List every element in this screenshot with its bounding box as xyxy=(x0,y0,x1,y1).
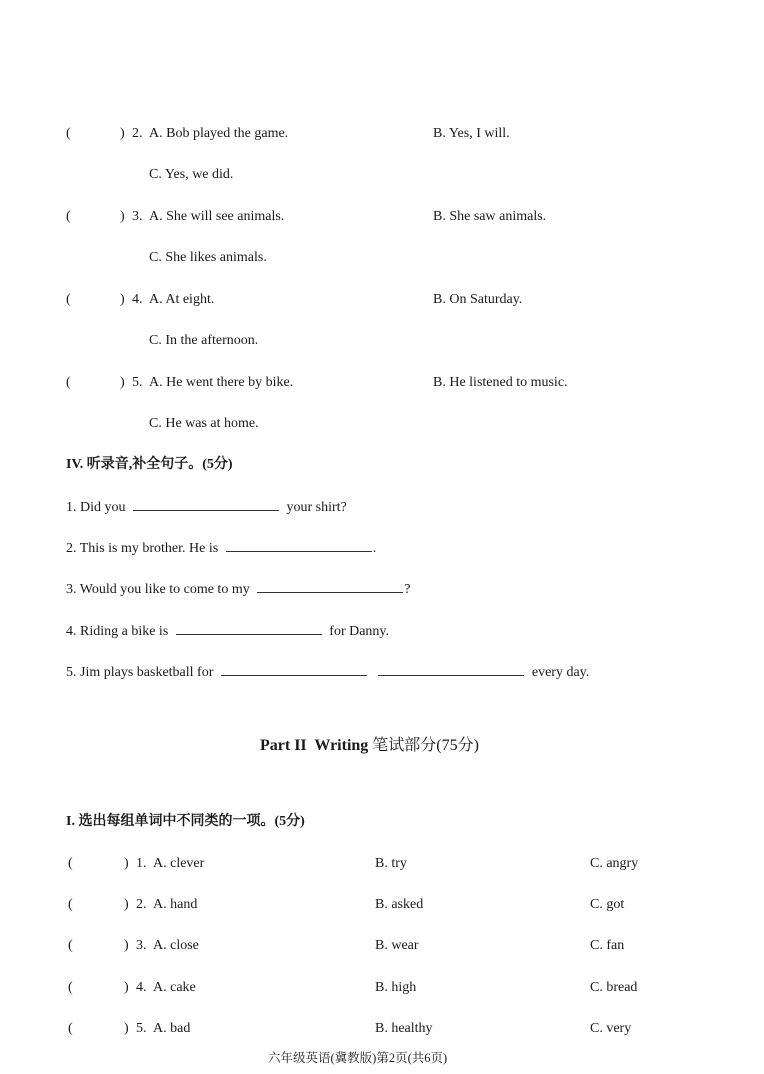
option-b: B. healthy xyxy=(375,1021,433,1036)
option-c: C. very xyxy=(590,1021,632,1036)
option-a: A. He went there by bike. xyxy=(149,375,294,390)
sentence-text: 3. Would you like to come to my xyxy=(66,582,250,597)
question-number: 5. xyxy=(132,375,143,390)
fill-sentence-3 xyxy=(66,580,410,599)
question-number: 4. xyxy=(136,980,147,995)
part-title xyxy=(260,737,479,755)
answer-paren-open: ( xyxy=(68,980,73,995)
option-b: B. Yes, I will. xyxy=(433,126,510,141)
sentence-text: for Danny. xyxy=(329,624,390,639)
answer-paren-open: ( xyxy=(68,1021,73,1036)
section-heading: I. 选出每组单词中不同类的一项。(5分) xyxy=(66,814,305,829)
answer-blank[interactable] xyxy=(226,539,372,552)
option-c: C. Yes, we did. xyxy=(149,167,234,182)
sentence-text: ? xyxy=(404,582,411,597)
question-number: 2. xyxy=(136,897,147,912)
question-number: 2. xyxy=(132,126,143,141)
option-b: B. asked xyxy=(375,897,424,912)
fill-sentence-4 xyxy=(66,622,389,641)
answer-paren-close: ) xyxy=(120,375,125,390)
answer-blank[interactable] xyxy=(257,580,403,593)
answer-paren-close: ) xyxy=(124,938,129,953)
option-a: A. Bob played the game. xyxy=(149,126,289,141)
sentence-text: . xyxy=(372,541,377,556)
sentence-text: 2. This is my brother. He is xyxy=(66,541,219,556)
question-number: 1. xyxy=(136,856,147,871)
sentence-text: every day. xyxy=(531,665,590,680)
answer-paren-close: ) xyxy=(124,980,129,995)
option-a: A. hand xyxy=(153,897,198,912)
answer-paren-open: ( xyxy=(66,209,71,224)
option-c: C. She likes animals. xyxy=(149,250,267,265)
option-b: B. On Saturday. xyxy=(433,292,523,307)
option-c: C. angry xyxy=(590,856,639,871)
option-c: C. bread xyxy=(590,980,638,995)
answer-blank[interactable] xyxy=(176,622,322,635)
question-number: 3. xyxy=(136,938,147,953)
option-b: B. wear xyxy=(375,938,419,953)
answer-paren-close: ) xyxy=(124,856,129,871)
answer-paren-close: ) xyxy=(120,209,125,224)
sentence-text: 1. Did you xyxy=(66,500,126,515)
answer-paren-close: ) xyxy=(124,1021,129,1036)
fill-sentence-5 xyxy=(66,663,589,682)
page-footer: 六年级英语(冀教版)第2页(共6页) xyxy=(268,1051,448,1065)
answer-paren-open: ( xyxy=(66,292,71,307)
option-a: A. bad xyxy=(153,1021,191,1036)
fill-sentence-2 xyxy=(66,539,376,558)
sentence-text: 4. Riding a bike is xyxy=(66,624,169,639)
option-b: B. He listened to music. xyxy=(433,375,568,390)
option-a: A. cake xyxy=(153,980,196,995)
answer-paren-close: ) xyxy=(120,292,125,307)
option-a: A. She will see animals. xyxy=(149,209,285,224)
sentence-text: 5. Jim plays basketball for xyxy=(66,665,214,680)
answer-paren-open: ( xyxy=(68,897,73,912)
answer-blank[interactable] xyxy=(378,663,524,676)
answer-blank[interactable] xyxy=(133,498,279,511)
answer-paren-close: ) xyxy=(120,126,125,141)
option-c: C. He was at home. xyxy=(149,416,259,431)
section-heading: IV. 听录音,补全句子。(5分) xyxy=(66,457,233,472)
option-c: C. In the afternoon. xyxy=(149,333,259,348)
answer-paren-open: ( xyxy=(66,375,71,390)
sentence-text: your shirt? xyxy=(286,500,347,515)
option-b: B. She saw animals. xyxy=(433,209,547,224)
option-c: C. got xyxy=(590,897,625,912)
option-b: B. try xyxy=(375,856,407,871)
answer-paren-close: ) xyxy=(124,897,129,912)
option-a: A. At eight. xyxy=(149,292,215,307)
question-number: 5. xyxy=(136,1021,147,1036)
answer-paren-open: ( xyxy=(68,856,73,871)
question-number: 4. xyxy=(132,292,143,307)
question-number: 3. xyxy=(132,209,143,224)
option-a: A. clever xyxy=(153,856,205,871)
option-a: A. close xyxy=(153,938,199,953)
part-title-chinese: 笔试部分(75分) xyxy=(372,737,479,754)
answer-blank[interactable] xyxy=(221,663,367,676)
fill-sentence-1 xyxy=(66,498,347,517)
answer-paren-open: ( xyxy=(66,126,71,141)
option-c: C. fan xyxy=(590,938,625,953)
part-title-english: Part II Writing xyxy=(260,737,369,754)
option-b: B. high xyxy=(375,980,417,995)
answer-paren-open: ( xyxy=(68,938,73,953)
